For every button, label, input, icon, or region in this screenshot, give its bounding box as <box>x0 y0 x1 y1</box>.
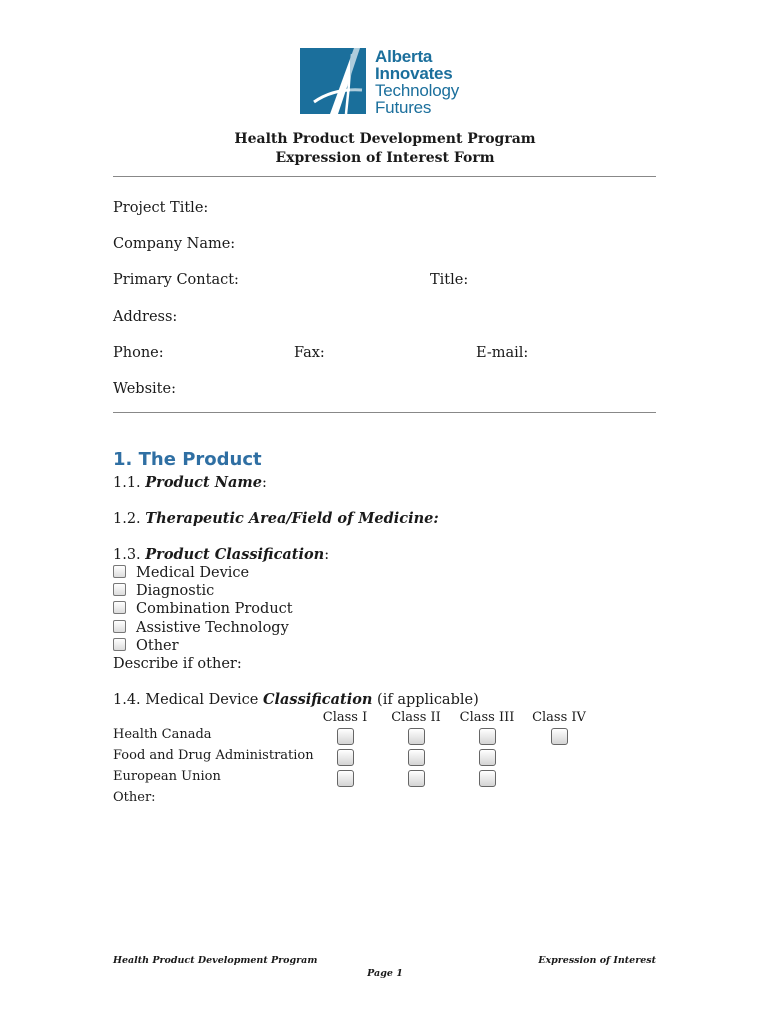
form-title: Health Product Development Program <box>234 131 536 147</box>
classification-option[interactable] <box>113 638 179 654</box>
checkbox-health-canada-class-2[interactable] <box>408 728 425 745</box>
option-label: Other <box>136 638 179 654</box>
footer-right: Expression of Interest <box>538 955 656 966</box>
logo-text <box>375 48 495 116</box>
checkbox[interactable] <box>113 565 126 578</box>
question-label: Product Name <box>145 474 262 491</box>
question-suffix: (if applicable) <box>372 692 479 708</box>
classification-option[interactable] <box>113 601 293 617</box>
classification-option[interactable] <box>113 620 289 636</box>
question-classification <box>113 546 329 563</box>
row-label: Health Canada <box>113 727 212 742</box>
logo-line: Futures <box>375 98 432 117</box>
checkbox-eu-class-3[interactable] <box>479 770 496 787</box>
option-label: Combination Product <box>136 601 293 617</box>
checkbox-eu-class-1[interactable] <box>337 770 354 787</box>
other-label: Other: <box>113 790 156 805</box>
question-product-name <box>113 474 267 491</box>
question-label: Classification <box>262 691 373 708</box>
question-device-classification <box>113 691 479 708</box>
checkbox-health-canada-class-4[interactable] <box>551 728 568 745</box>
classification-option[interactable] <box>113 583 214 599</box>
question-suffix: : <box>261 475 267 491</box>
checkbox-health-canada-class-3[interactable] <box>479 728 496 745</box>
column-header: Class II <box>391 710 441 725</box>
row-label: Food and Drug Administration <box>113 748 314 763</box>
logo-line: Innovates <box>375 64 453 83</box>
option-label: Medical Device <box>136 565 250 581</box>
classification-option[interactable] <box>113 565 249 581</box>
divider <box>113 412 656 413</box>
section-heading: 1. The Product <box>113 449 262 470</box>
question-number: 1.3. <box>113 547 146 563</box>
checkbox-fda-class-2[interactable] <box>408 749 425 766</box>
logo-line: Technology <box>375 81 460 100</box>
row-label: European Union <box>113 769 221 784</box>
logo-mark <box>300 48 366 114</box>
column-header: Class I <box>322 710 368 725</box>
checkbox-fda-class-3[interactable] <box>479 749 496 766</box>
title-label: Title: <box>430 272 469 288</box>
checkbox[interactable] <box>113 583 126 596</box>
phone-label: Phone: <box>113 345 164 361</box>
footer-left: Health Product Development Program <box>113 955 318 966</box>
fax-label: Fax: <box>294 345 325 361</box>
logo-line: Alberta <box>375 47 433 66</box>
company-name-label: Company Name: <box>113 236 236 252</box>
question-number: 1.1. <box>113 475 146 491</box>
question-number: 1.2. <box>113 511 146 527</box>
question-therapeutic-area <box>113 510 439 527</box>
checkbox[interactable] <box>113 638 126 651</box>
project-title-label: Project Title: <box>113 200 209 216</box>
page-number: Page 1 <box>367 968 403 979</box>
question-label: Therapeutic Area/Field of Medicine: <box>145 510 439 527</box>
column-header: Class IV <box>532 710 586 725</box>
logo-icon <box>300 48 366 114</box>
question-number: 1.4. Medical Device <box>113 692 263 708</box>
option-label: Diagnostic <box>136 583 215 599</box>
email-label: E-mail: <box>476 345 529 361</box>
option-label: Assistive Technology <box>136 620 289 636</box>
checkbox-eu-class-2[interactable] <box>408 770 425 787</box>
website-label: Website: <box>113 381 176 397</box>
checkbox[interactable] <box>113 601 126 614</box>
primary-contact-label: Primary Contact: <box>113 272 239 288</box>
checkbox-health-canada-class-1[interactable] <box>337 728 354 745</box>
form-subtitle: Expression of Interest Form <box>275 150 495 166</box>
divider <box>113 176 656 177</box>
column-header: Class III <box>459 710 515 725</box>
question-label: Product Classification <box>145 546 325 563</box>
describe-other-label: Describe if other: <box>113 656 242 672</box>
checkbox[interactable] <box>113 620 126 633</box>
checkbox-fda-class-1[interactable] <box>337 749 354 766</box>
question-suffix: : <box>324 547 330 563</box>
address-label: Address: <box>113 309 178 325</box>
